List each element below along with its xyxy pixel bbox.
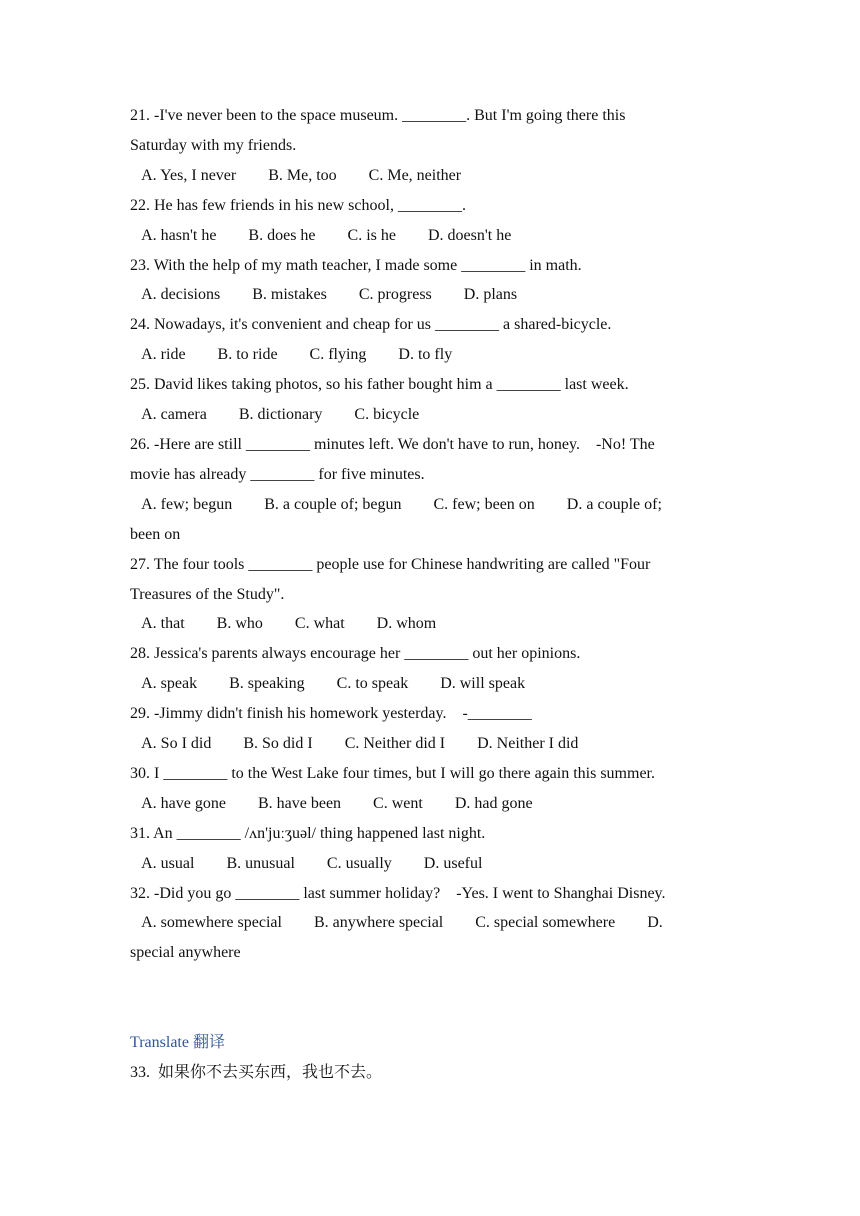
question-31-options: A. usual B. unusual C. usually D. useful (130, 854, 483, 872)
section-heading: Translate 翻译 (130, 1034, 225, 1052)
question-25: 25. David likes taking photos, so his father bought him a ________ last week. (130, 376, 629, 394)
question-26-line-1: 26. -Here are still ________ minutes left. We don't have to run, honey. -No! The (130, 435, 655, 453)
question-22-options: A. hasn't he B. does he C. is he D. doesn't he (130, 226, 512, 244)
question-26-line-2: movie has already ________ for five minutes. (130, 465, 425, 483)
question-26-options-wrap: been on (130, 525, 181, 543)
question-21-line-2: Saturday with my friends. (130, 136, 297, 154)
question-24-options: A. ride B. to ride C. flying D. to fly (130, 346, 453, 364)
question-29-options: A. So I did B. So did I C. Neither did I D. Neither I did (130, 735, 579, 753)
question-26-options: A. few; begun B. a couple of; begun C. few; been on D. a couple of; (130, 495, 662, 513)
question-32-options-wrap: special anywhere (130, 944, 241, 962)
question-21-options: A. Yes, I never B. Me, too C. Me, neither (130, 166, 462, 184)
question-32-options: A. somewhere special B. anywhere special C. special somewhere D. (130, 914, 663, 932)
question-22: 22. He has few friends in his new school, ________. (130, 196, 466, 214)
question-21-line-1: 21. -I've never been to the space museum. ________. But I'm going there this (130, 107, 626, 124)
spacer (130, 968, 730, 1028)
question-block (130, 101, 730, 968)
question-29: 29. -Jimmy didn't finish his homework yesterday. -________ (130, 705, 532, 723)
question-31: 31. An ________ /ʌn'juːʒuəl/ thing happened last night. (130, 824, 486, 842)
question-27-line-2: Treasures of the Study". (130, 585, 285, 603)
question-23: 23. With the help of my math teacher, I made some ________ in math. (130, 256, 582, 274)
question-30: 30. I ________ to the West Lake four times, but I will go there again this summer. (130, 764, 655, 782)
question-28-options: A. speak B. speaking C. to speak D. will speak (130, 675, 526, 693)
question-27-options: A. that B. who C. what D. whom (130, 615, 437, 633)
question-24: 24. Nowadays, it's convenient and cheap for us ________ a shared-bicycle. (130, 316, 612, 334)
question-28: 28. Jessica's parents always encourage her ________ out her opinions. (130, 645, 581, 663)
question-30-options: A. have gone B. have been C. went D. had gone (130, 794, 533, 812)
question-32: 32. -Did you go ________ last summer holiday? -Yes. I went to Shanghai Disney. (130, 884, 666, 902)
question-33: 33. 如果你不去买东西，我也不去。 (130, 1064, 383, 1082)
question-27-line-1: 27. The four tools ________ people use for Chinese handwriting are called "Four (130, 555, 651, 573)
question-25-options: A. camera B. dictionary C. bicycle (130, 406, 420, 424)
question-23-options: A. decisions B. mistakes C. progress D. plans (130, 286, 518, 304)
